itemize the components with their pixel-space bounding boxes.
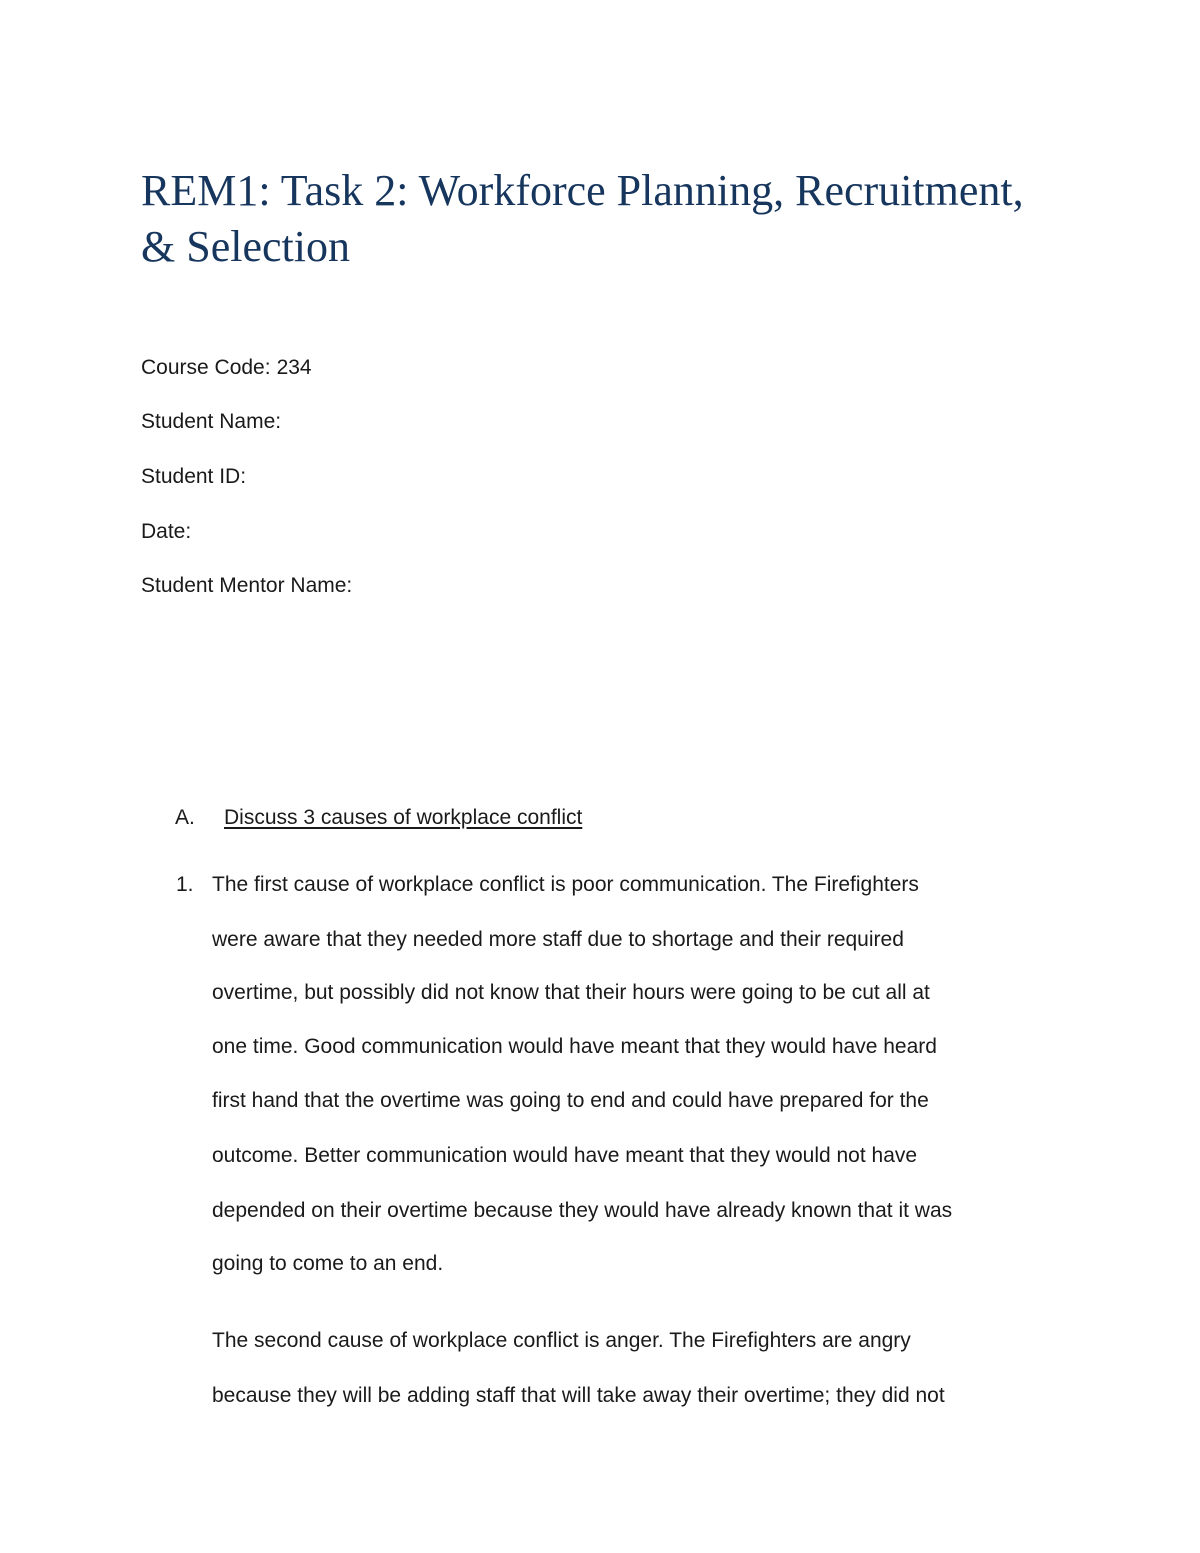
- document-title: [141, 163, 1101, 275]
- title-line-2: & Selection: [141, 222, 350, 271]
- paragraph-2-line: because they will be adding staff that will take away their overtime; they did not: [212, 1384, 945, 1407]
- student-mentor-line: [141, 573, 352, 599]
- paragraph-1-line: one time. Good communication would have meant that they would have heard: [212, 1035, 937, 1058]
- student-name-line: [141, 409, 281, 435]
- paragraph-1-line: going to come to an end.: [212, 1252, 444, 1275]
- student-id-label: Student ID:: [141, 465, 247, 488]
- section-a-heading: [175, 804, 582, 832]
- course-code-label: Course Code:: [141, 356, 271, 379]
- student-name-label: Student Name:: [141, 410, 282, 433]
- course-code-line: [141, 355, 312, 381]
- date-line: [141, 519, 191, 545]
- paragraph-2-line: The second cause of workplace conflict is anger. The Firefighters are angry: [212, 1329, 911, 1352]
- list-item-1-marker: 1.: [176, 873, 194, 896]
- paragraph-1-line: depended on their overtime because they would have already known that it was: [212, 1199, 953, 1222]
- section-a-title: Discuss 3 causes of workplace conflict: [224, 806, 583, 829]
- paragraph-1-line: overtime, but possibly did not know that their hours were going to be cut all at: [212, 981, 930, 1004]
- student-mentor-label: Student Mentor Name:: [141, 574, 353, 597]
- section-a-letter: A.: [175, 806, 195, 829]
- paragraph-1-line: The first cause of workplace conflict is poor communication. The Firefighters: [212, 873, 919, 896]
- course-code-value: 234: [276, 356, 312, 379]
- date-label: Date:: [141, 520, 192, 543]
- paragraph-1-line: first hand that the overtime was going to end and could have prepared for the: [212, 1089, 929, 1112]
- student-id-line: [141, 464, 246, 490]
- title-line-1: REM1: Task 2: Workforce Planning, Recruitment,: [141, 166, 1024, 215]
- paragraph-1-line: outcome. Better communication would have meant that they would not have: [212, 1144, 918, 1167]
- paragraph-1-line: were aware that they needed more staff due to shortage and their required: [212, 928, 904, 951]
